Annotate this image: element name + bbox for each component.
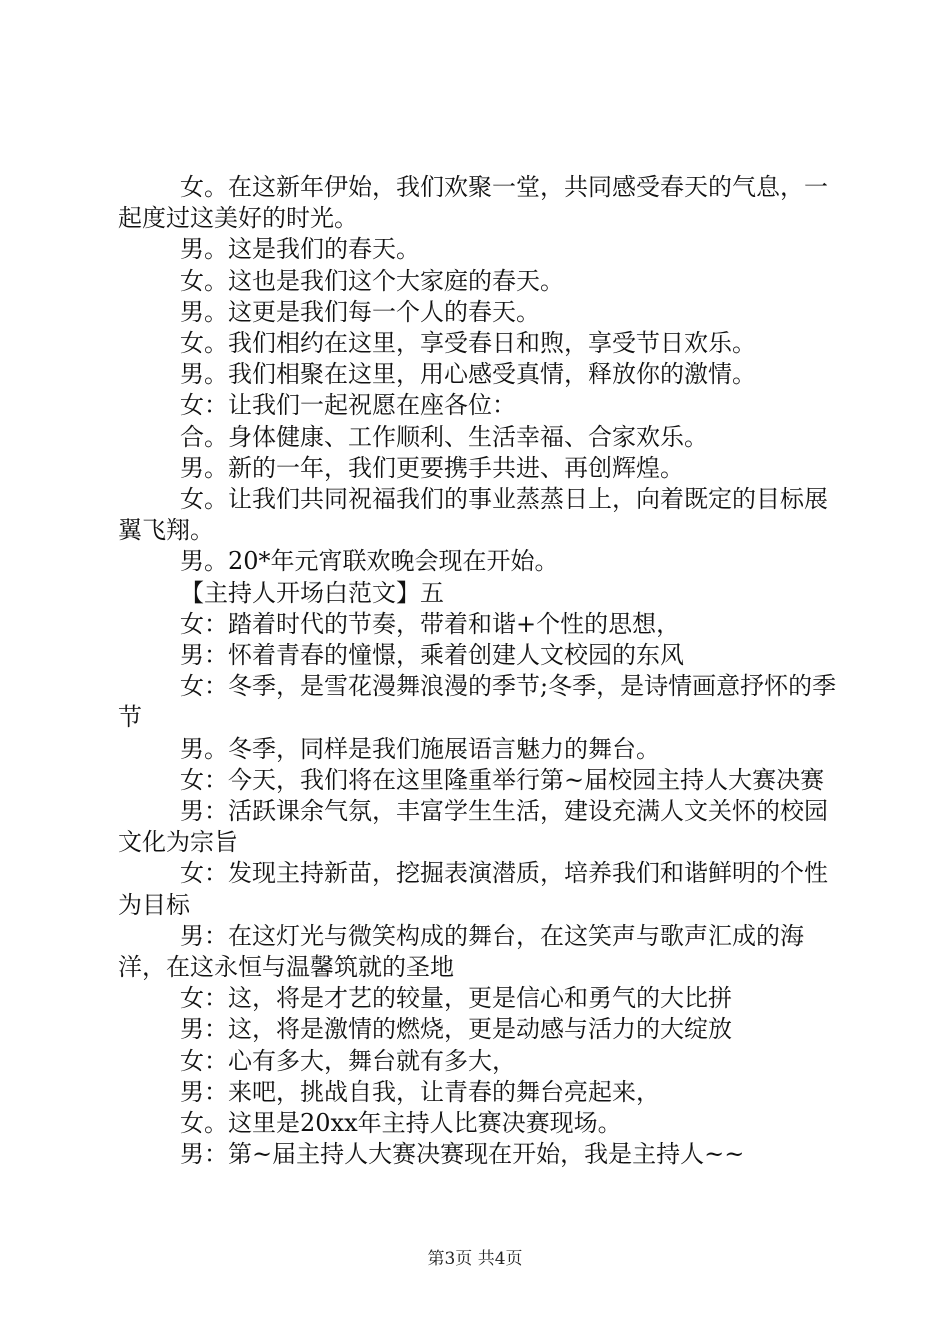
paragraph: 女：发现主持新苗，挖掘表演潜质，培养我们和谐鲜明的个性为目标 [118,859,828,919]
paragraph: 男。冬季，同样是我们施展语言魅力的舞台。 [180,734,660,763]
paragraph: 男：来吧，挑战自我，让青春的舞台亮起来， [180,1077,660,1106]
paragraph: 男：在这灯光与微笑构成的舞台，在这笑声与歌声汇成的海洋，在这永恒与温馨筑就的圣地 [118,921,804,982]
paragraph: 男。这是我们的春天。 [180,235,420,264]
paragraph: 女：心有多大，舞台就有多大， [180,1046,516,1075]
page-number-label: 第3页 共4页 [427,1249,523,1269]
section-heading: 【主持人开场白范文】五 [180,578,444,607]
paragraph: 男。这更是我们每一个人的春天。 [180,297,540,326]
paragraph: 女：让我们一起祝愿在座各位： [180,391,516,420]
paragraph: 女。让我们共同祝福我们的事业蒸蒸日上，向着既定的目标展翼飞翔。 [118,485,828,545]
paragraph: 女。在这新年伊始，我们欢聚一堂，共同感受春天的气息，一起度过这美好的时光。 [118,173,828,233]
paragraph: 女：冬季，是雪花漫舞浪漫的季节;冬季，是诗情画意抒怀的季节 [118,672,837,732]
paragraph: 女。这也是我们这个大家庭的春天。 [180,266,564,295]
paragraph: 男：这，将是激情的燃烧，更是动感与活力的大绽放 [180,1015,732,1044]
paragraph: 女。这里是20xx年主持人比赛决赛现场。 [180,1109,622,1138]
paragraph: 男：怀着青春的憧憬，乘着创建人文校园的东风 [180,641,684,670]
page-footer [0,1244,950,1269]
paragraph: 男。新的一年，我们更要携手共进、再创辉煌。 [180,453,684,482]
paragraph: 女：这，将是才艺的较量，更是信心和勇气的大比拼 [180,984,732,1013]
document-body [118,172,838,1171]
paragraph: 女：踏着时代的节奏，带着和谐+个性的思想， [180,609,681,638]
paragraph: 男。20*年元宵联欢晚会现在开始。 [180,547,559,576]
paragraph: 男：第~届主持人大赛决赛现在开始，我是主持人~~ [180,1140,745,1169]
paragraph: 女。我们相约在这里，享受春日和煦，享受节日欢乐。 [180,329,756,358]
paragraph: 女：今天，我们将在这里隆重举行第~届校园主持人大赛决赛 [180,765,825,794]
paragraph: 合。身体健康、工作顺利、生活幸福、合家欢乐。 [180,422,708,451]
paragraph: 男。我们相聚在这里，用心感受真情，释放你的激情。 [180,360,756,389]
paragraph: 男：活跃课余气氛，丰富学生生活，建设充满人文关怀的校园文化为宗旨 [118,797,828,857]
